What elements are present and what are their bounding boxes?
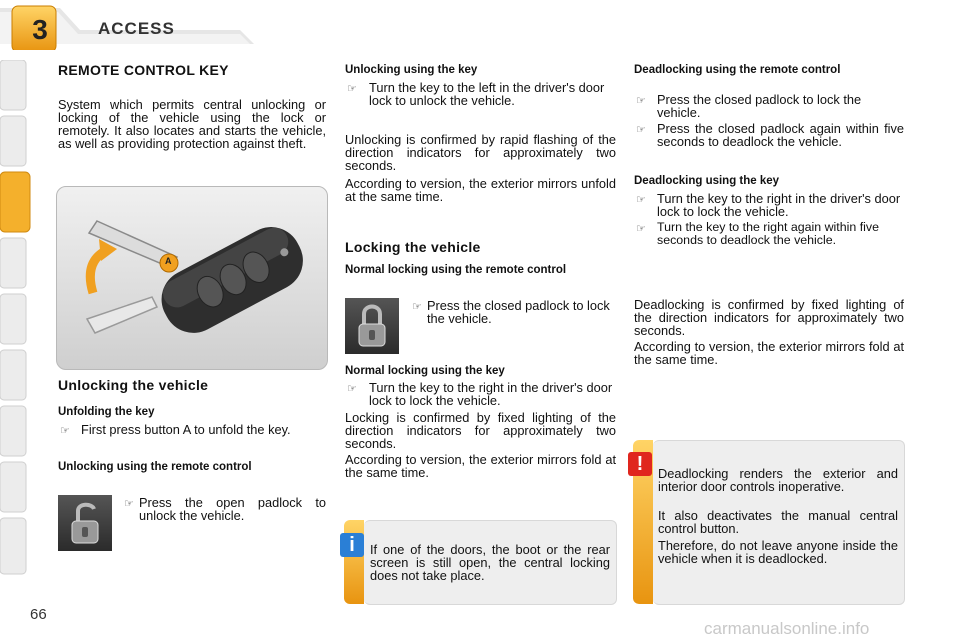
remote-unlock-heading: Unlocking using the remote control: [58, 461, 252, 473]
warning-text-1: Deadlocking renders the exterior and interior door controls inoperative.: [658, 466, 898, 494]
mirrors-unfold-text: According to version, the exterior mirrors unfold at the same time.: [345, 176, 616, 204]
key-unlock-text: Turn the key to the left in the driver's door lock to unlock the vehicle.: [369, 80, 605, 108]
dead-remote-heading: Deadlocking using the remote control: [634, 64, 841, 76]
unfold-key-text: First press button A to unfold the key.: [81, 422, 291, 437]
pointing-hand-icon: ☞: [60, 425, 70, 437]
normal-key-lock-heading: Normal locking using the key: [345, 365, 505, 377]
key-unlock-heading: Unlocking using the key: [345, 64, 478, 76]
warning-icon: !: [628, 452, 652, 476]
chapter-title: ACCESS: [98, 19, 175, 38]
intro-text: System which permits central unlocking or locking of the vehicle using the lock or remotely. It also locates and starts the vehicle, as well as providing protection against theft.: [58, 97, 326, 151]
section-title: REMOTE CONTROL KEY: [58, 62, 229, 78]
page-number: 66: [30, 606, 47, 623]
pointing-hand-icon: ☞: [124, 498, 134, 510]
closed-padlock-icon: [345, 298, 399, 354]
warning-text-2: It also deactivates the manual central control button.: [658, 508, 898, 536]
dead-key-heading: Deadlocking using the key: [634, 175, 780, 187]
pointing-hand-icon: ☞: [347, 383, 357, 395]
pointing-hand-icon: ☞: [636, 223, 646, 235]
chapter-number: 3: [32, 14, 48, 45]
dead-key-step-1: Turn the key to the right in the driver's door lock to lock the vehicle.: [657, 191, 901, 219]
button-a-label: A: [165, 256, 172, 266]
warning-text-3: Therefore, do not leave anyone inside the vehicle when it is deadlocked.: [658, 538, 898, 566]
normal-remote-lock-heading: Normal locking using the remote control: [345, 264, 567, 276]
mirrors-fold-text: According to version, the exterior mirrors fold at the same time.: [345, 452, 616, 480]
open-padlock-icon: [58, 495, 112, 551]
side-tabs: [0, 60, 40, 580]
info-note-text: If one of the doors, the boot or the rear screen is still open, the central locking does not take place.: [370, 542, 610, 583]
unlock-vehicle-heading: Unlocking the vehicle: [58, 377, 209, 393]
dead-remote-step-1: Press the closed padlock to lock the vehicle.: [657, 92, 862, 120]
lock-vehicle-heading: Locking the vehicle: [345, 239, 481, 255]
watermark: carmanualsonline.info: [704, 619, 870, 638]
pointing-hand-icon: ☞: [636, 124, 646, 136]
info-icon: i: [340, 533, 364, 557]
lock-confirm-text: Locking is confirmed by fixed lighting of the direction indicators for approximately two seconds.: [345, 410, 616, 451]
dead-remote-step-2: Press the closed padlock again within five seconds to deadlock the vehicle.: [657, 121, 904, 149]
key-photo: [56, 186, 328, 370]
pointing-hand-icon: ☞: [412, 301, 422, 313]
normal-key-lock-text: Turn the key to the right in the driver's door lock to lock the vehicle.: [369, 380, 613, 408]
remote-unlock-text: Press the open padlock to unlock the vehicle.: [139, 495, 326, 523]
dead-confirm-text: Deadlocking is confirmed by fixed lighting of the direction indicators for approximately two seconds.: [634, 297, 904, 338]
mirrors-fold-text-2: According to version, the exterior mirrors fold at the same time.: [634, 339, 904, 367]
pointing-hand-icon: ☞: [636, 95, 646, 107]
pointing-hand-icon: ☞: [347, 83, 357, 95]
normal-remote-lock-text: Press the closed padlock to lock the vehicle.: [427, 298, 610, 326]
unlock-confirm-text: Unlocking is confirmed by rapid flashing of the direction indicators for approximately two seconds.: [345, 132, 616, 173]
pointing-hand-icon: ☞: [636, 194, 646, 206]
dead-key-step-2: Turn the key to the right again within five seconds to deadlock the vehicle.: [657, 220, 880, 247]
unfold-key-heading: Unfolding the key: [58, 406, 155, 418]
